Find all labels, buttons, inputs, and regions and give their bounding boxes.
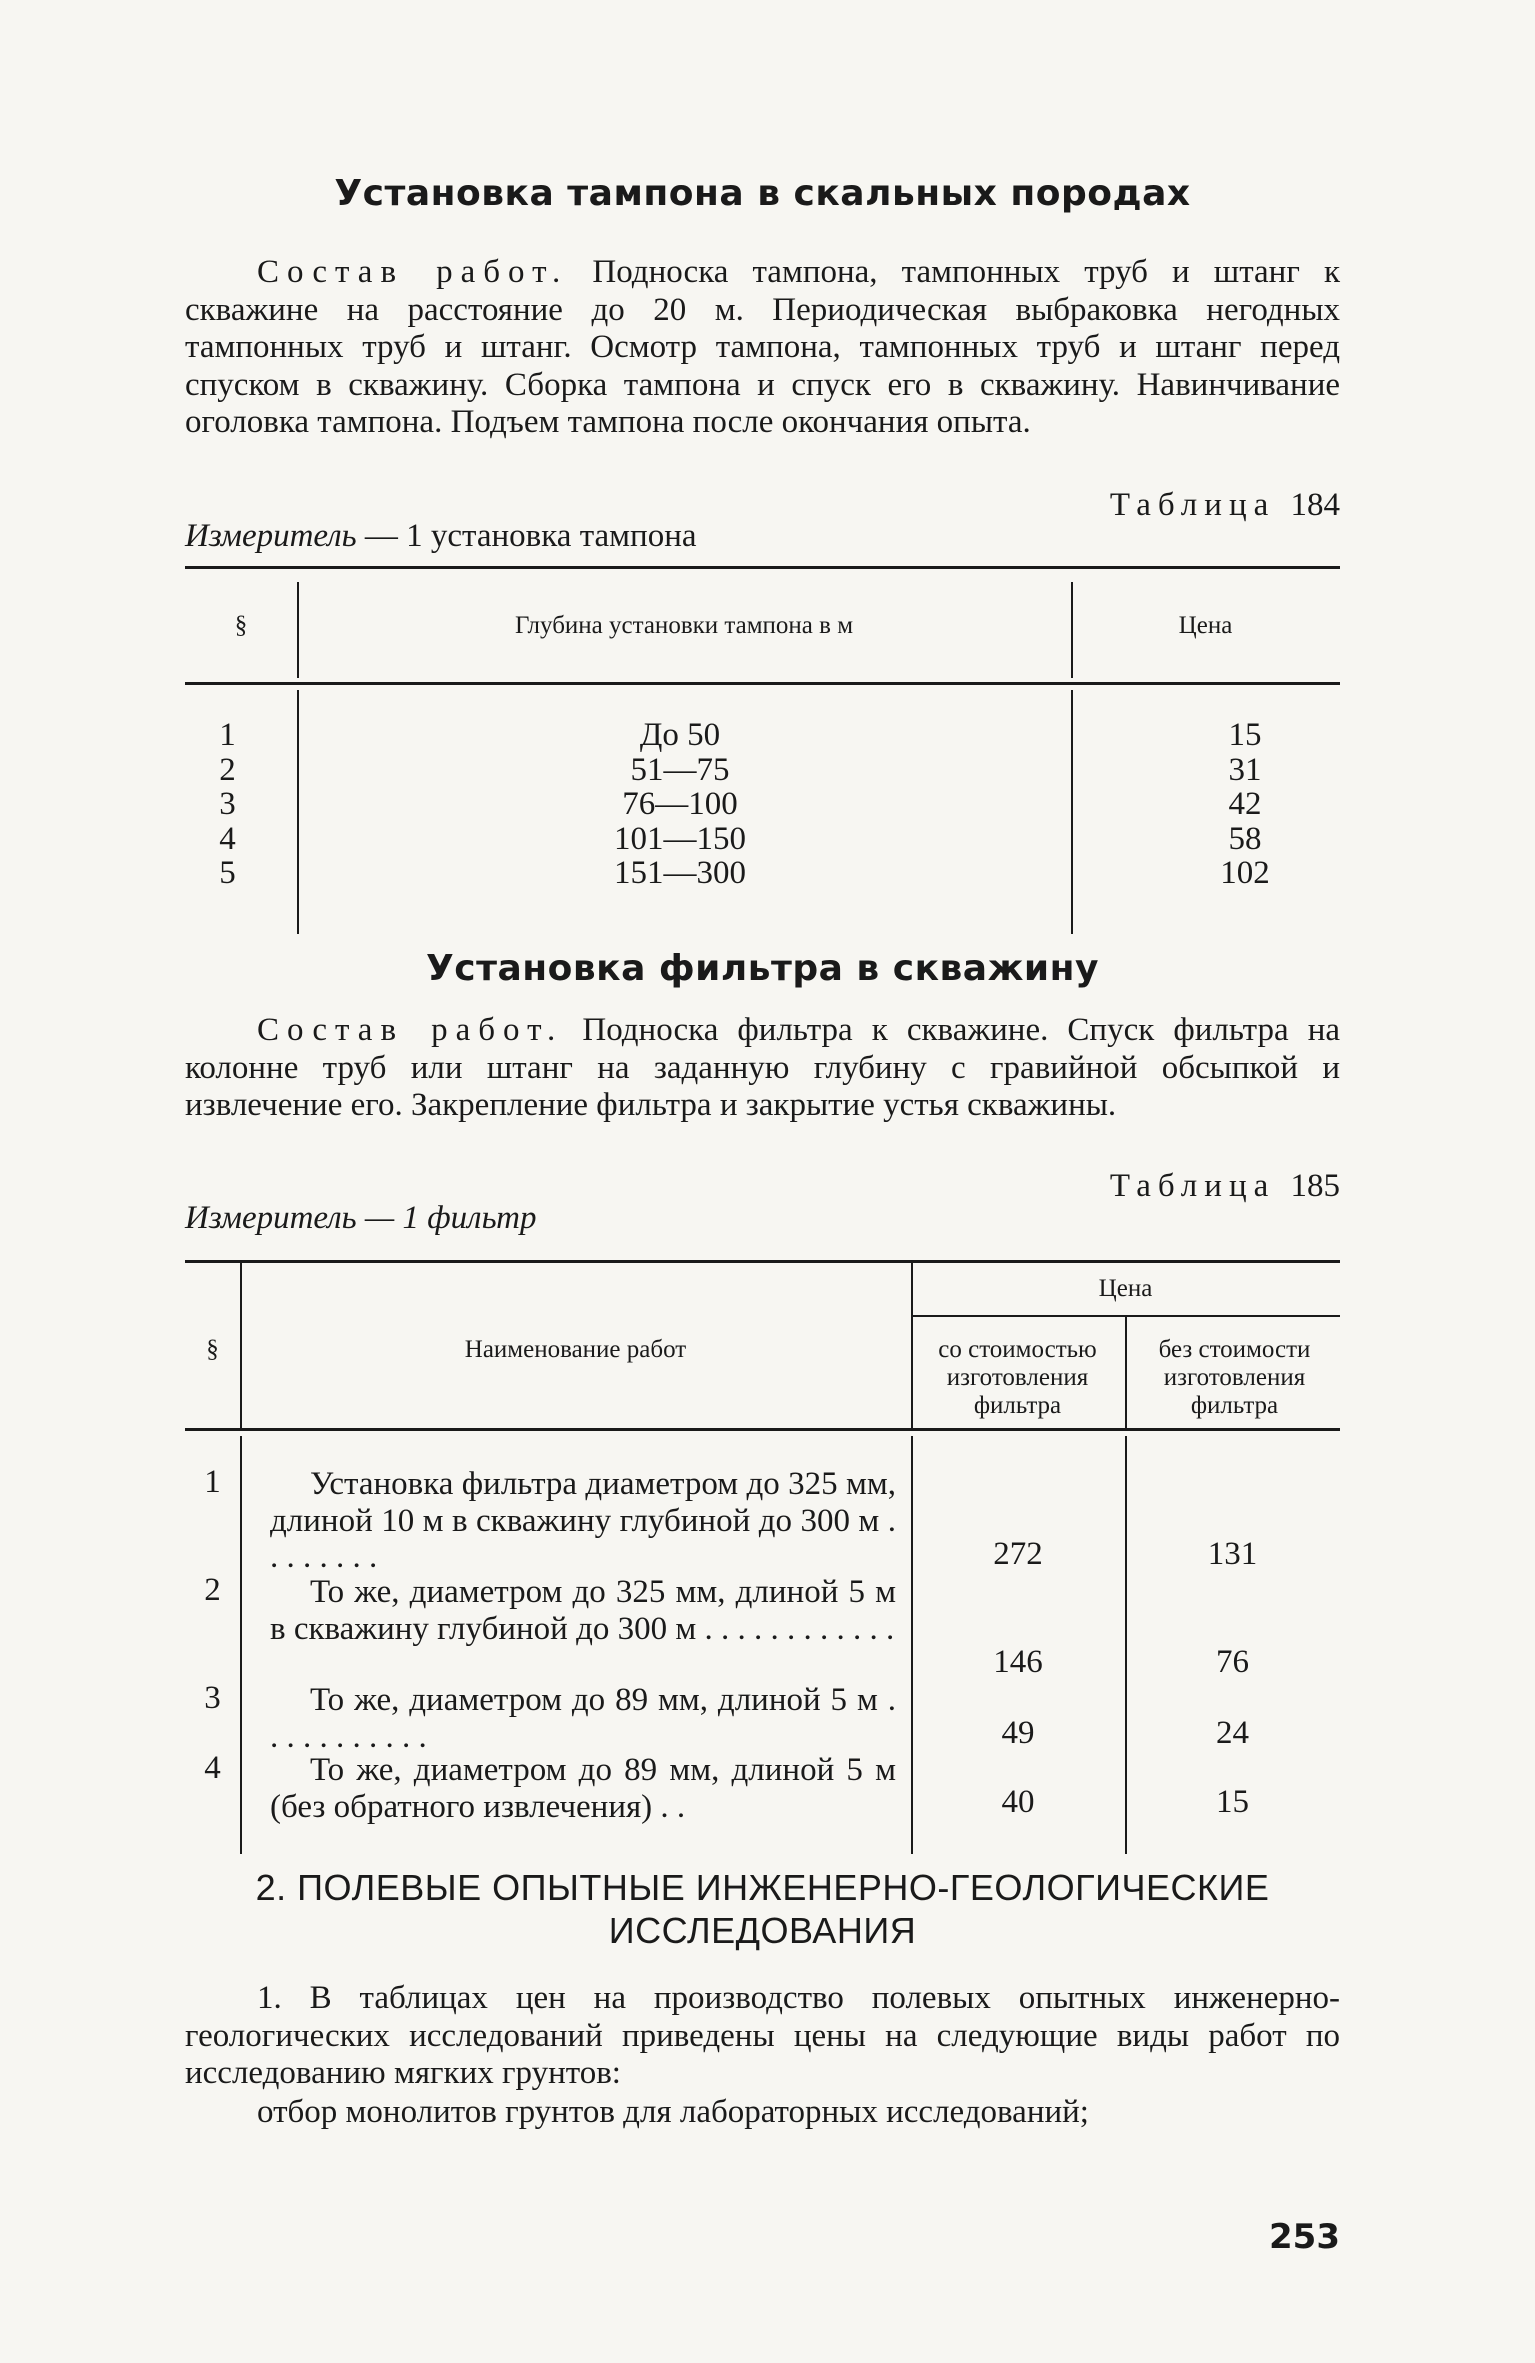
chapter-2-title-line-1: 2. ПОЛЕВЫЕ ОПЫТНЫЕ ИНЖЕНЕРНО-ГЕОЛОГИЧЕСКИЕ <box>255 1867 1270 1908</box>
chapter-2-title-line-2: ИССЛЕДОВАНИЯ <box>608 1910 917 1951</box>
table-185-row-3-name: То же, диаметром до 89 мм, длиной 5 м . . . . . . . . . . . <box>270 1682 896 1755</box>
table-184-row-5-depth: 151—300 <box>614 855 746 891</box>
composition-label: Состав работ. <box>257 254 569 290</box>
table-184-col-depth <box>565 718 795 891</box>
document-page <box>185 0 1340 2363</box>
table-184-top-rule <box>185 566 1340 569</box>
table-185-row-4-without-cost: 15 <box>1216 1784 1249 1820</box>
table-184-row-1-depth: До 50 <box>639 717 721 753</box>
table-184-col-num <box>185 718 270 891</box>
section-title-filter: Установка фильтра в скважину <box>426 948 1099 989</box>
table-185-header-without-cost: без стоимости изготовления фильтра <box>1158 1336 1311 1419</box>
table-185-header-rule <box>185 1428 1340 1431</box>
table-184-row-2-num: 2 <box>219 751 236 788</box>
composition-text: Подноска тампона, тампонных труб и штанг к скважине на расстояние до 20 м. Периодическая выбраковка негодных тампонных труб и штанг. Осмотр тампона, тампонных труб и штанг перед спуском в скважину. Сборка тампона и спуск его в скважину. Навинчивание оголовка тампона. Подъем тампона после окончания опыта. <box>185 254 1340 440</box>
table-184-row-4-num: 4 <box>219 820 236 857</box>
table-184-header-rule <box>185 682 1340 685</box>
table-184-label: Таблица 184 <box>1109 487 1340 523</box>
table-184-row-5-price: 102 <box>1220 855 1270 891</box>
table-184-measure: Измеритель — 1 установка тампона <box>185 518 697 554</box>
table-184-row-1-num: 1 <box>219 717 236 753</box>
table-185-row-2-num: 2 <box>204 1572 221 1608</box>
table-184-vline-3 <box>297 690 299 934</box>
table-185-label: Таблица 185 <box>1109 1168 1340 1204</box>
table-185-row-1-num: 1 <box>204 1464 221 1500</box>
composition-text-2: Подноска фильтра к скважине. Спуск фильтра на колонне труб или штанг на заданную глубину с гравийной обсыпкой и извлечение его. Закрепление фильтра и закрытие устья скважины. <box>185 1012 1340 1123</box>
chapter-2-title <box>185 1866 1340 1952</box>
table-184-row-1-price: 15 <box>1228 717 1262 753</box>
chapter-2-list-item: отбор монолитов грунтов для лабораторных исследований; <box>257 2094 1089 2130</box>
table-184-row-3-price: 42 <box>1228 786 1262 822</box>
table-185-header-name: Наименование работ <box>464 1336 687 1363</box>
table-185-row-4-name: То же, диаметром до 89 мм, длиной 5 м (без обратного извлечения) . . <box>270 1752 896 1825</box>
table-184-row-3-depth: 76—100 <box>622 786 738 822</box>
table-184-col-price <box>1185 718 1305 891</box>
page-number: 253 <box>1269 2217 1340 2257</box>
table-185-row-4-with-cost: 40 <box>1001 1784 1035 1820</box>
table-184-row-2-price: 31 <box>1228 751 1262 788</box>
table-185-vline-4 <box>240 1436 242 1854</box>
table-185-row-2-name: То же, диаметром до 325 мм, длиной 5 м в скважину глубиной до 300 м . . . . . . . . . . . . <box>270 1574 896 1647</box>
table-185-row-3-num: 3 <box>204 1680 221 1716</box>
table-185-vline-3 <box>1125 1317 1127 1430</box>
section-title-tampon: Установка тампона в скальных породах <box>334 173 1191 214</box>
table-185-measure: Измеритель — 1 фильтр <box>185 1200 537 1236</box>
table-184-row-5-num: 5 <box>219 855 236 891</box>
table-185-row-2-without-cost: 76 <box>1216 1644 1249 1680</box>
table-185-row-3-with-cost: 49 <box>1001 1715 1035 1751</box>
table-184-row-4-depth: 101—150 <box>614 820 746 857</box>
table-184-row-4-price: 58 <box>1228 820 1262 857</box>
table-185-header-price: Цена <box>1098 1275 1153 1302</box>
composition-label-2: Состав работ. <box>257 1012 564 1048</box>
table-185-header-num: § <box>206 1336 219 1363</box>
table-185-row-1-name: Установка фильтра диаметром до 325 мм, длиной 10 м в скважину глубиной до 300 м . . . . . . . . <box>270 1466 896 1575</box>
chapter-2-paragraph: 1. В таблицах цен на производство полевых опытных инженерно-геологических исследований приведены цены на следующие виды работ по исследованию мягких грунтов: <box>185 1980 1340 2091</box>
table-185-top-rule <box>185 1260 1340 1263</box>
table-185-row-4-num: 4 <box>204 1750 221 1786</box>
table-185-row-1-with-cost: 272 <box>993 1536 1043 1572</box>
table-185-header-with-cost: со стоимостью изготовления фильтра <box>938 1336 1097 1419</box>
table-185-row-3-without-cost: 24 <box>1216 1715 1249 1751</box>
table-185-row-2-with-cost: 146 <box>993 1644 1043 1680</box>
table-184-header-price: Цена <box>1178 612 1233 639</box>
table-184-vline-4 <box>1071 690 1073 934</box>
table-184-header-num: § <box>234 612 248 639</box>
table-184-row-2-depth: 51—75 <box>630 751 730 788</box>
table-185-row-1-without-cost: 131 <box>1207 1536 1258 1572</box>
table-184-header-depth: Глубина установки тампона в м <box>514 612 854 639</box>
table-184-row-3-num: 3 <box>219 786 236 822</box>
section-text-tampon <box>185 254 1340 442</box>
section-text-filter <box>185 1012 1340 1125</box>
